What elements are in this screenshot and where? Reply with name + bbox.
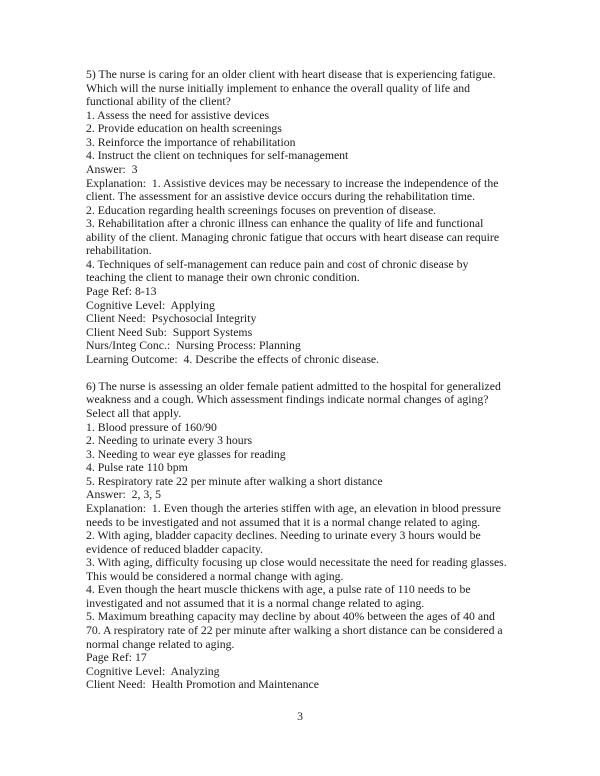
page-number: 3 [297, 710, 303, 723]
text-line: 2. Education regarding health screenings focuses on prevention of disease. [86, 203, 437, 217]
text-line: Select all that apply. [86, 407, 182, 421]
text-line: Cognitive Level: Analyzing [86, 664, 220, 678]
text-line: 70. A respiratory rate of 22 per minute after walking a short distance can be considered a [86, 624, 503, 638]
text-line: 5. Maximum breathing capacity may decline by about 40% between the ages of 40 and [86, 610, 495, 624]
text-line: Explanation: 1. Assistive devices may be necessary to increase the independence of the [86, 176, 499, 190]
question-6-block [86, 380, 546, 692]
text-line: normal change related to aging. [86, 637, 235, 651]
text-line: Client Need: Psychosocial Integrity [86, 312, 257, 326]
text-line: client. The assessment for an assistive device occurs during the rehabilitation time. [86, 190, 476, 204]
text-line: ability of the client. Managing chronic fatigue that occurs with heart disease can require [86, 230, 500, 244]
text-line: 6) The nurse is assessing an older female patient admitted to the hospital for generalized [86, 379, 501, 393]
text-line: Learning Outcome: 4. Describe the effects of chronic disease. [86, 352, 380, 366]
page-content [86, 68, 546, 692]
text-line: Which will the nurse initially implement to enhance the overall quality of life and [86, 81, 471, 95]
text-line: Page Ref: 8-13 [86, 285, 157, 298]
text-line: 4. Even though the heart muscle thickens with age, a pulse rate of 110 needs to be [86, 583, 471, 597]
text-line: Client Need Sub: Support Systems [86, 325, 253, 339]
question-5-block [86, 68, 546, 366]
text-line: This would be considered a normal change with aging. [86, 569, 344, 583]
text-line: 5) The nurse is caring for an older client with heart disease that is experiencing fatigue. [86, 68, 496, 81]
text-line: weakness and a cough. Which assessment findings indicate normal changes of aging? [86, 393, 489, 407]
text-line: investigated and not assumed that it is a normal change related to aging. [86, 596, 425, 610]
text-line: 3. Rehabilitation after a chronic illness can enhance the quality of life and functional [86, 217, 484, 231]
text-line: 4. Pulse rate 110 bpm [86, 461, 188, 475]
text-line: Client Need: Health Promotion and Maintenance [86, 678, 319, 692]
text-line: Page Ref: 17 [86, 651, 147, 665]
text-line: 3. With aging, difficulty focusing up close would necessitate the need for reading glasses. [86, 556, 507, 570]
text-line: needs to be investigated and not assumed that it is a normal change related to aging. [86, 515, 481, 529]
text-line: 4. Instruct the client on techniques for self-management [86, 149, 349, 163]
text-line: 4. Techniques of self-management can reduce pain and cost of chronic disease by [86, 257, 469, 271]
text-line: 3. Needing to wear eye glasses for reading [86, 447, 286, 461]
text-line: 1. Blood pressure of 160/90 [86, 420, 217, 434]
text-line: rehabilitation. [86, 244, 152, 258]
text-line: 5. Respiratory rate 22 per minute after walking a short distance [86, 474, 383, 488]
text-line: Answer: 2, 3, 5 [86, 488, 162, 502]
text-line: 2. Needing to urinate every 3 hours [86, 434, 253, 448]
block-spacer [86, 366, 546, 380]
text-line: 1. Assess the need for assistive devices [86, 108, 270, 122]
text-line: teaching the client to manage their own chronic condition. [86, 271, 360, 285]
text-line: 3. Reinforce the importance of rehabilitation [86, 135, 296, 149]
text-line: 2. Provide education on health screenings [86, 122, 282, 136]
text-line: evidence of reduced bladder capacity. [86, 542, 264, 556]
text-line: 2. With aging, bladder capacity declines. Needing to urinate every 3 hours would be [86, 529, 481, 543]
text-line: Answer: 3 [86, 162, 138, 176]
text-line: Nurs/Integ Conc.: Nursing Process: Planning [86, 339, 301, 353]
text-line: Cognitive Level: Applying [86, 298, 215, 312]
text-line: functional ability of the client? [86, 95, 231, 109]
text-line: Explanation: 1. Even though the arteries stiffen with age, an elevation in blood pressure [86, 501, 501, 515]
